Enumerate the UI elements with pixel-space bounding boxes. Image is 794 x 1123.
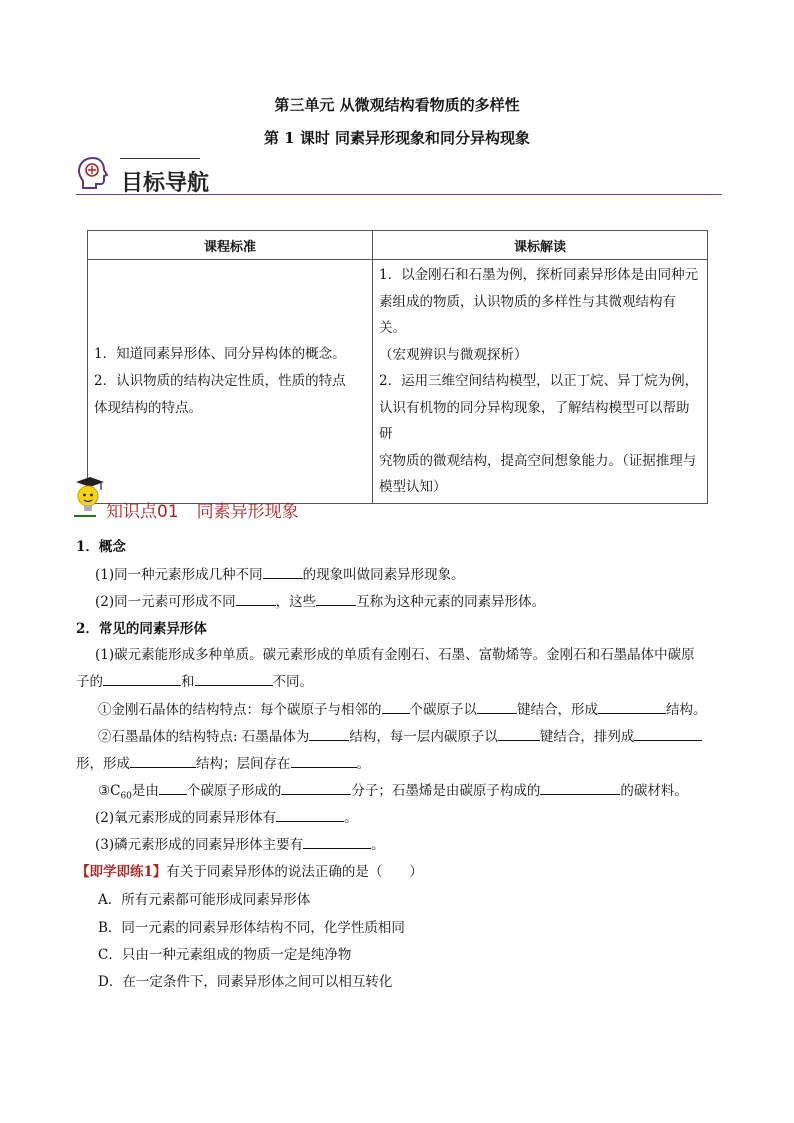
knowledge-point-heading bbox=[106, 497, 299, 522]
interpretation-line: 认识有机物的同分异构现象，了解结构模型可以帮助研 bbox=[379, 399, 690, 442]
fill-blank[interactable] bbox=[291, 755, 357, 768]
text-fragment: 键结合，排列成 bbox=[539, 729, 635, 745]
option-b[interactable]: B．同一元素的同素异形体结构不同，化学性质相同 bbox=[98, 920, 405, 936]
graphite-structure-line bbox=[98, 725, 702, 745]
text-fragment: 结构。 bbox=[666, 702, 707, 718]
oxygen-allotrope-line bbox=[95, 806, 358, 826]
table-header-standard: 课程标准 bbox=[88, 231, 373, 260]
interpretation-line: 1．以金刚石和石墨为例，探析同素异形体是由同种元 bbox=[379, 267, 699, 283]
standard-cell bbox=[88, 260, 373, 504]
unit-title: 第三单元 从微观结构看物质的多样性 bbox=[274, 96, 520, 114]
text-fragment: 和 bbox=[181, 674, 195, 690]
option-a[interactable]: A．所有元素都可能形成同素异形体 bbox=[98, 892, 311, 908]
fill-blank[interactable] bbox=[281, 782, 351, 795]
fill-blank[interactable] bbox=[540, 782, 620, 795]
table-row bbox=[88, 260, 708, 504]
fill-blank[interactable] bbox=[263, 566, 303, 579]
text-fragment: 是由 bbox=[131, 783, 159, 799]
concept-line-1 bbox=[95, 563, 465, 583]
fullerene-line bbox=[98, 779, 688, 802]
standard-line: 2．认识物质的结构决定性质，性质的特点 bbox=[94, 372, 346, 389]
brain-head-icon bbox=[76, 155, 110, 191]
interpretation-line: 素组成的物质，认识物质的多样性与其微观结构有关。 bbox=[379, 293, 676, 336]
exercise-tag: 【即学即练1】 bbox=[76, 864, 167, 880]
allotrope-line-2 bbox=[76, 670, 313, 690]
lesson-title: 第 1 课时 同素异形现象和同分异构现象 bbox=[263, 129, 531, 147]
fill-blank[interactable] bbox=[236, 593, 276, 606]
text-fragment: (2)同一元素可形成不同 bbox=[95, 594, 236, 610]
text-fragment: (1)同一种元素形成几种不同 bbox=[95, 567, 263, 583]
text-fragment: 的碳材料。 bbox=[620, 783, 688, 799]
fill-blank[interactable] bbox=[598, 701, 666, 714]
interpretation-line: （宏观辨识与微观探析） bbox=[379, 346, 528, 363]
option-d[interactable]: D．在一定条件下，同素异形体之间可以相互转化 bbox=[98, 974, 393, 990]
fill-blank[interactable] bbox=[316, 593, 356, 606]
goal-nav-label: 目标导航 bbox=[121, 171, 210, 196]
fill-blank[interactable] bbox=[303, 836, 371, 849]
fill-blank[interactable] bbox=[276, 809, 344, 822]
text-fragment: ，这些 bbox=[275, 594, 317, 610]
goal-header-rule bbox=[76, 194, 722, 195]
section-heading-allotropes: 2．常见的同素异形体 bbox=[76, 621, 207, 637]
curriculum-standards-table bbox=[87, 230, 708, 504]
text-fragment: 结构，每一层内碳原子以 bbox=[349, 729, 498, 745]
text-fragment: 分子；石墨烯是由碳原子构成的 bbox=[351, 783, 541, 799]
text-fragment: (2)氧元素形成的同素异形体有 bbox=[95, 810, 277, 826]
standard-line: 1．知道同素异形体、同分异构体的概念。 bbox=[94, 345, 346, 362]
text-fragment: ③C bbox=[98, 783, 121, 799]
goal-header-top-rule bbox=[120, 158, 200, 159]
interpretation-line: 2．运用三维空间结构模型，以正丁烷、异丁烷为例， bbox=[379, 373, 699, 389]
fill-blank[interactable] bbox=[195, 673, 273, 686]
table-header-row bbox=[88, 231, 708, 260]
interpretation-line: 究物质的微观结构，提高空间想象能力。（证据推理与 bbox=[379, 452, 697, 469]
text-fragment: 的现象叫做同素异形现象。 bbox=[302, 567, 465, 583]
text-fragment: 子的 bbox=[76, 674, 103, 690]
concept-line-2 bbox=[95, 590, 545, 610]
text-fragment: 。 bbox=[371, 837, 385, 853]
section-heading-concept: 1．概念 bbox=[76, 539, 126, 555]
text-fragment: 个碳原子形成的 bbox=[186, 783, 282, 799]
text-fragment: 个碳原子以 bbox=[409, 702, 477, 718]
diamond-structure-line bbox=[98, 698, 707, 718]
fill-blank[interactable] bbox=[130, 755, 196, 768]
fill-blank[interactable] bbox=[309, 728, 349, 741]
graphite-structure-line-2 bbox=[76, 752, 370, 772]
phosphorus-allotrope-line bbox=[95, 833, 385, 853]
text-fragment: 。 bbox=[356, 756, 370, 772]
fill-blank[interactable] bbox=[634, 728, 702, 741]
fill-blank[interactable] bbox=[159, 782, 187, 795]
text-fragment: ①金刚石晶体的结构特点：每个碳原子与相邻的 bbox=[98, 702, 382, 718]
allotrope-line-1: (1)碳元素能形成多种单质。碳元素形成的单质有金刚石、石墨、富勒烯等。金刚石和石墨晶体中碳原 bbox=[95, 647, 695, 663]
fill-blank[interactable] bbox=[498, 728, 540, 741]
text-fragment: 键结合，形成 bbox=[517, 702, 598, 718]
lightbulb-graduate-icon bbox=[70, 474, 106, 518]
fill-blank[interactable] bbox=[103, 673, 181, 686]
text-fragment: (3)磷元素形成的同素异形体主要有 bbox=[95, 837, 304, 853]
standard-line: 体现结构的特点。 bbox=[94, 399, 202, 416]
subscript: 60 bbox=[120, 791, 132, 802]
table-header-interpretation: 课标解读 bbox=[373, 231, 708, 260]
option-c[interactable]: C．只由一种元素组成的物质一定是纯净物 bbox=[98, 947, 352, 963]
text-fragment: 不同。 bbox=[272, 674, 313, 690]
text-fragment: 形，形成 bbox=[76, 756, 130, 772]
interpretation-cell bbox=[373, 260, 708, 504]
knowledge-point-title: 同素异形现象 bbox=[196, 502, 299, 522]
fill-blank[interactable] bbox=[382, 701, 410, 714]
knowledge-point-number: 知识点01 bbox=[106, 502, 179, 522]
interpretation-line: 模型认知） bbox=[379, 479, 447, 495]
exercise-question bbox=[76, 860, 423, 880]
exercise-stem: 有关于同素异形体的说法正确的是（ ） bbox=[166, 864, 423, 880]
text-fragment: 。 bbox=[344, 810, 358, 826]
text-fragment: 结构；层间存在 bbox=[196, 756, 291, 772]
text-fragment: 互称为这种元素的同素异形体。 bbox=[356, 594, 546, 610]
text-fragment: ②石墨晶体的结构特点: 石墨晶体为 bbox=[98, 729, 310, 745]
fill-blank[interactable] bbox=[477, 701, 517, 714]
